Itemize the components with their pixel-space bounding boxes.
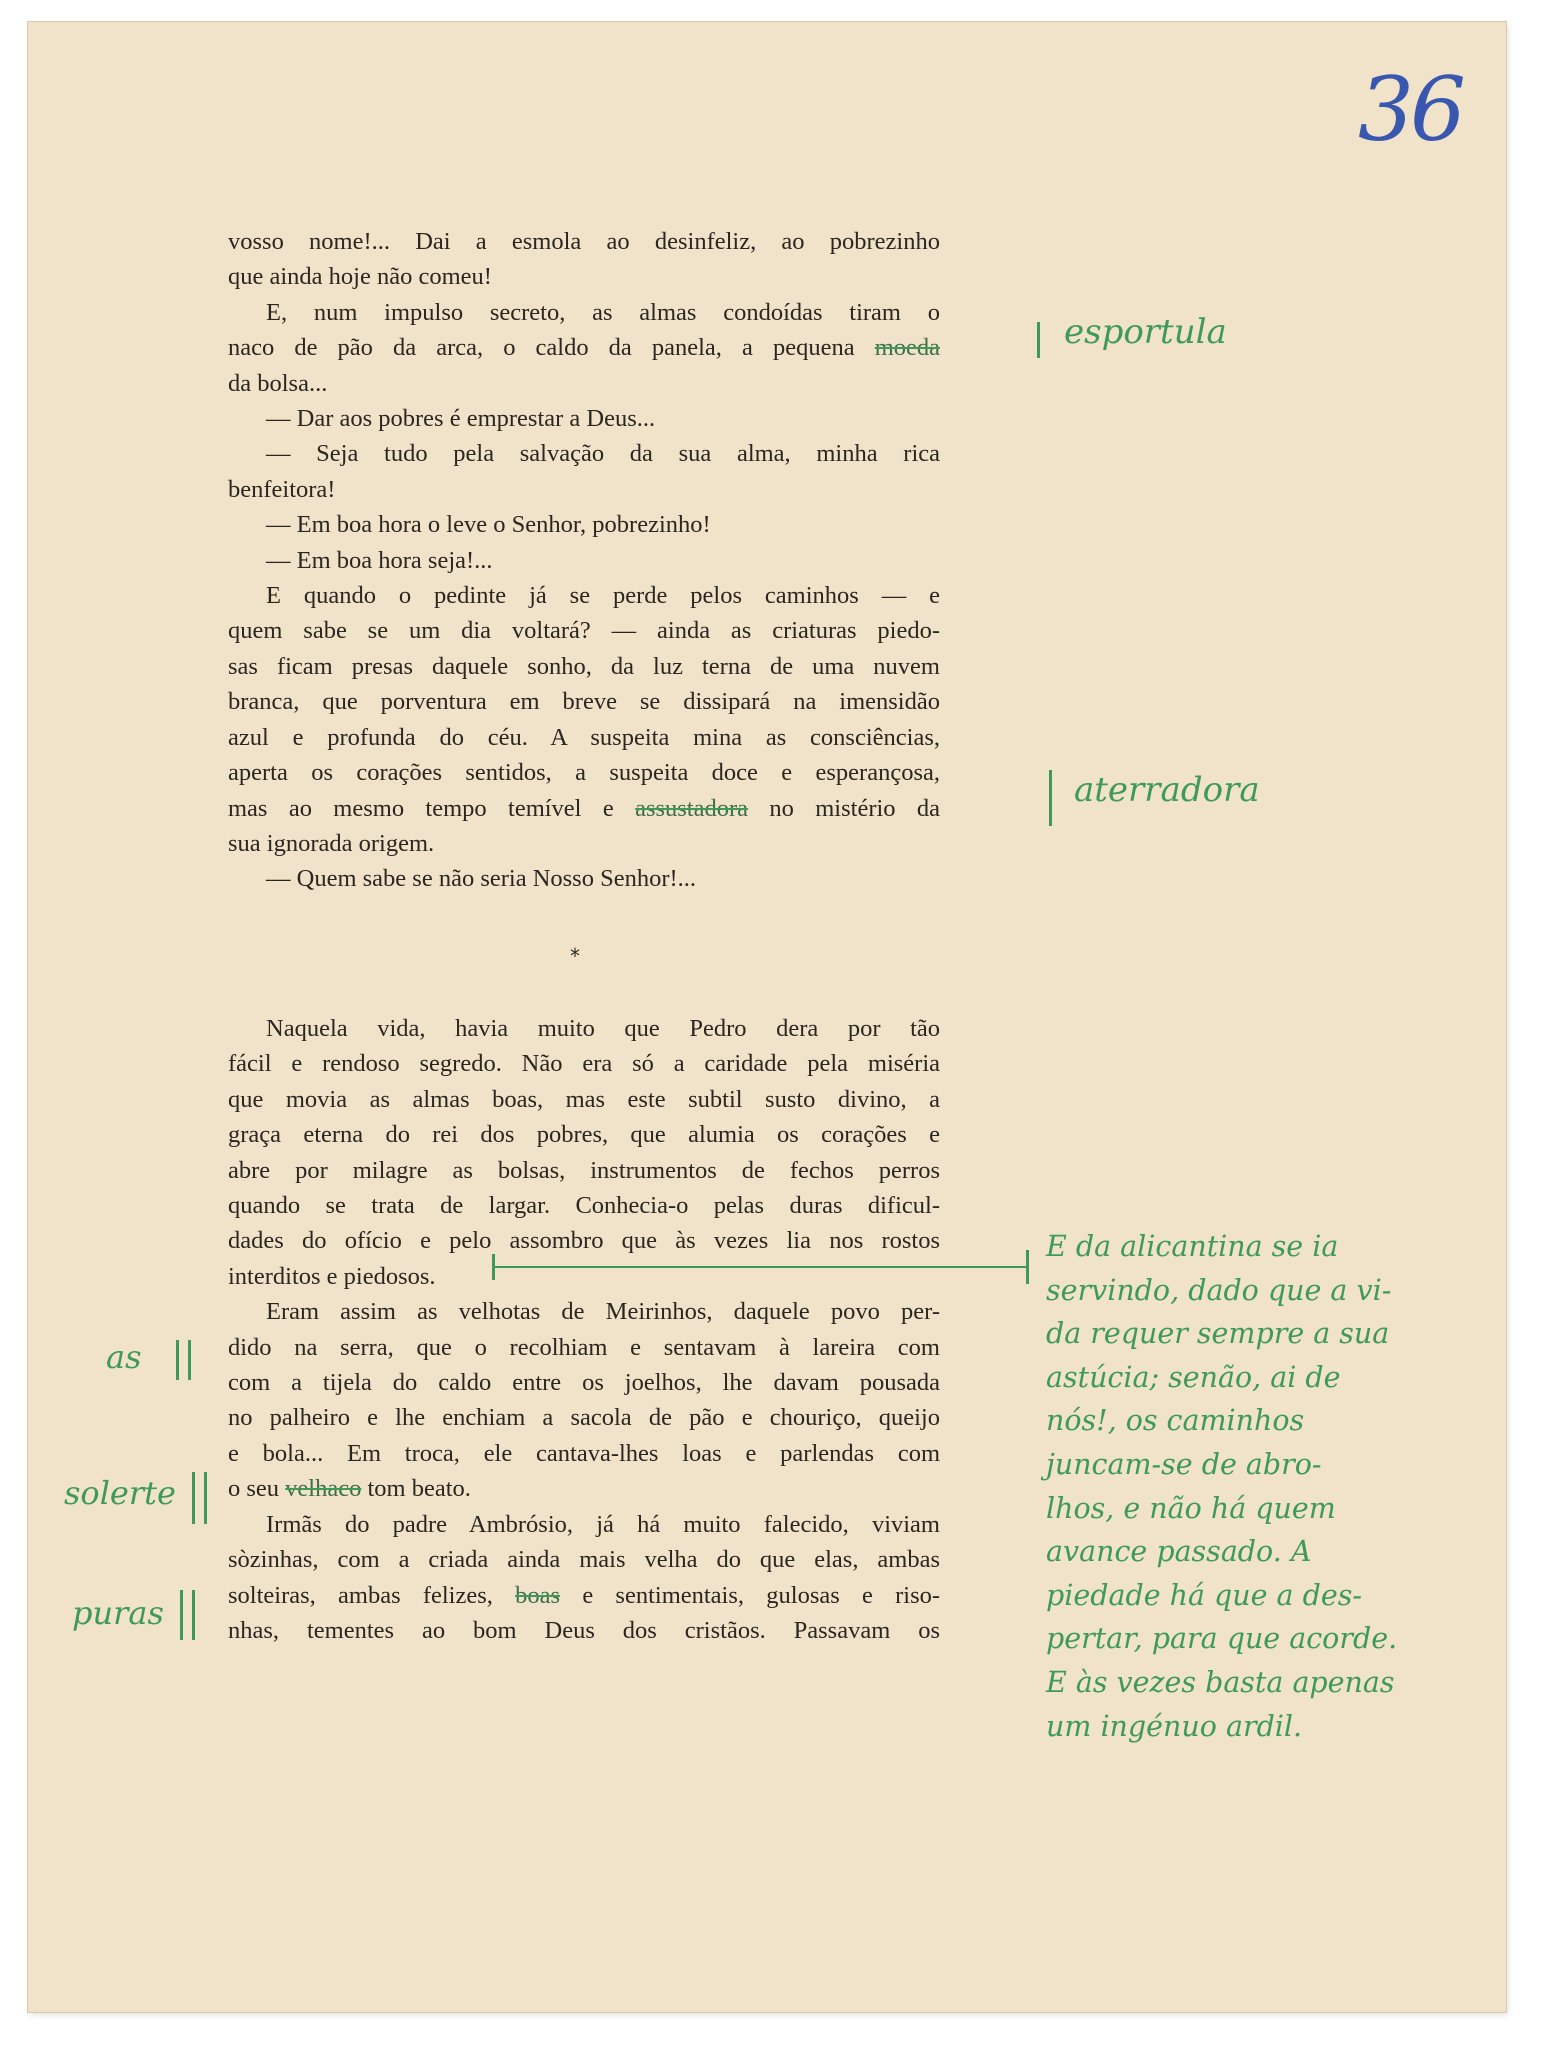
text-line: Eram assim as velhotas de Meirinhos, daquele povo per- (266, 1298, 940, 1326)
insert-mark (192, 1590, 195, 1640)
text-line: que movia as almas boas, mas este subtil susto divino, a (228, 1085, 940, 1113)
handwritten-note-esportula: esportula (1064, 312, 1227, 352)
text-line: o seu velhaco tom beato. (228, 1475, 471, 1503)
text-line: abre por milagre as bolsas, instrumentos de fechos perros (228, 1156, 940, 1184)
text-line: Irmãs do padre Ambrósio, já há muito falecido, viviam (266, 1510, 940, 1538)
handwritten-line: avance passado. A (1046, 1535, 1312, 1569)
insert-mark (1037, 322, 1040, 358)
insert-mark (180, 1590, 183, 1640)
insert-mark (192, 1472, 195, 1524)
text-line: E, num impulso secreto, as almas condoídas tiram o (266, 298, 940, 326)
handwritten-line: E às vezes basta apenas (1046, 1665, 1395, 1699)
text-line: e bola... Em troca, ele cantava-lhes loas e parlendas com (228, 1439, 940, 1467)
struck-word: velhaco (285, 1475, 362, 1503)
text-line: E quando o pedinte já se perde pelos caminhos — e (266, 582, 940, 610)
text-line: Naquela vida, havia muito que Pedro dera por tão (266, 1015, 940, 1042)
text-line: sas ficam presas daquele sonho, da luz terna de uma nuvem (228, 652, 940, 680)
handwritten-insertion (1046, 1225, 1486, 1748)
handwritten-note-as: as (106, 1338, 142, 1376)
section-separator: * (570, 944, 580, 968)
text-line: solteiras, ambas felizes, boas e sentimentais, gulosas e riso- (228, 1581, 941, 1609)
text-line: — Quem sabe se não seria Nosso Senhor!... (266, 865, 697, 893)
text-line: dades do ofício e pelo assombro que às vezes lia nos rostos (228, 1227, 940, 1255)
text-line: da bolsa... (228, 369, 328, 397)
text-line: naco de pão da arca, o caldo da panela, a pequena moeda (228, 334, 941, 362)
text-line: graça eterna do rei dos pobres, que alumia os corações e (228, 1121, 940, 1149)
handwritten-note-puras: puras (72, 1594, 164, 1632)
text-line: branca, que porventura em breve se dissipará na imensidão (228, 688, 940, 716)
text-line: dido na serra, que o recolhiam e sentavam à lareira com (228, 1333, 940, 1361)
insert-mark (176, 1340, 179, 1380)
struck-word: moeda (874, 334, 941, 362)
handwritten-line: da requer sempre a sua (1046, 1317, 1390, 1351)
text-line: com a tijela do caldo entre os joelhos, lhe davam pousada (228, 1369, 940, 1397)
text-line: sua ignorada origem. (228, 829, 435, 857)
struck-word: boas (515, 1581, 561, 1609)
text-line: vosso nome!... Dai a esmola ao desinfeliz, ao pobrezinho (228, 228, 940, 255)
struck-word: assustadora (635, 794, 749, 822)
text-line: que ainda hoje não comeu! (228, 263, 492, 291)
text-line: — Dar aos pobres é emprestar a Deus... (266, 405, 656, 433)
handwritten-line: piedade há que a des- (1046, 1578, 1362, 1612)
handwritten-note-aterradora: aterradora (1074, 770, 1260, 810)
handwritten-note-solerte: solerte (64, 1474, 176, 1512)
handwritten-line: E da alicantina se ia (1046, 1230, 1339, 1263)
insert-line (494, 1266, 1028, 1268)
handwritten-line: pertar, para que acorde. (1046, 1622, 1398, 1656)
handwritten-line: lhos, e não há quem (1046, 1491, 1336, 1525)
handwritten-line: nós!, os caminhos (1046, 1404, 1305, 1438)
text-line: benfeitora! (228, 475, 336, 503)
text-line: quem sabe se um dia voltará? — ainda as criaturas piedo- (228, 617, 940, 645)
text-line: mas ao mesmo tempo temível e assustadora no mistério da (228, 794, 941, 822)
handwritten-line: juncam-se de abro- (1046, 1447, 1322, 1481)
text-line: nhas, tementes ao bom Deus dos cristãos. Passavam os (228, 1616, 940, 1644)
handwritten-line: astúcia; senão, ai de (1046, 1360, 1341, 1394)
text-line: azul e profunda do céu. A suspeita mina as consciências, (228, 723, 940, 751)
text-line: fácil e rendoso segredo. Não era só a caridade pela miséria (228, 1050, 940, 1078)
text-line: no palheiro e lhe enchiam a sacola de pão e chouriço, queijo (228, 1404, 940, 1432)
text-line: — Em boa hora o leve o Senhor, pobrezinho! (266, 511, 711, 539)
text-line: — Seja tudo pela salvação da sua alma, minha rica (266, 440, 940, 468)
printed-text-bottom (228, 1011, 940, 1648)
insert-mark (1026, 1250, 1029, 1284)
handwritten-line: um ingénuo ardil. (1046, 1709, 1303, 1743)
handwritten-line: servindo, dado que a vi- (1046, 1273, 1392, 1307)
text-line: sòzinhas, com a criada ainda mais velha do que elas, ambas (228, 1546, 940, 1574)
text-line: quando se trata de largar. Conhecia-o pelas duras dificul- (228, 1192, 940, 1220)
text-line: aperta os corações sentidos, a suspeita doce e esperançosa, (228, 759, 940, 787)
insert-mark (1049, 770, 1052, 826)
insert-mark (204, 1472, 207, 1524)
printed-text-top (228, 224, 940, 897)
text-line: interditos e piedosos. (228, 1262, 436, 1290)
page-number: 36 (1358, 58, 1462, 161)
text-line: — Em boa hora seja!... (266, 546, 493, 574)
insert-mark (188, 1340, 191, 1380)
